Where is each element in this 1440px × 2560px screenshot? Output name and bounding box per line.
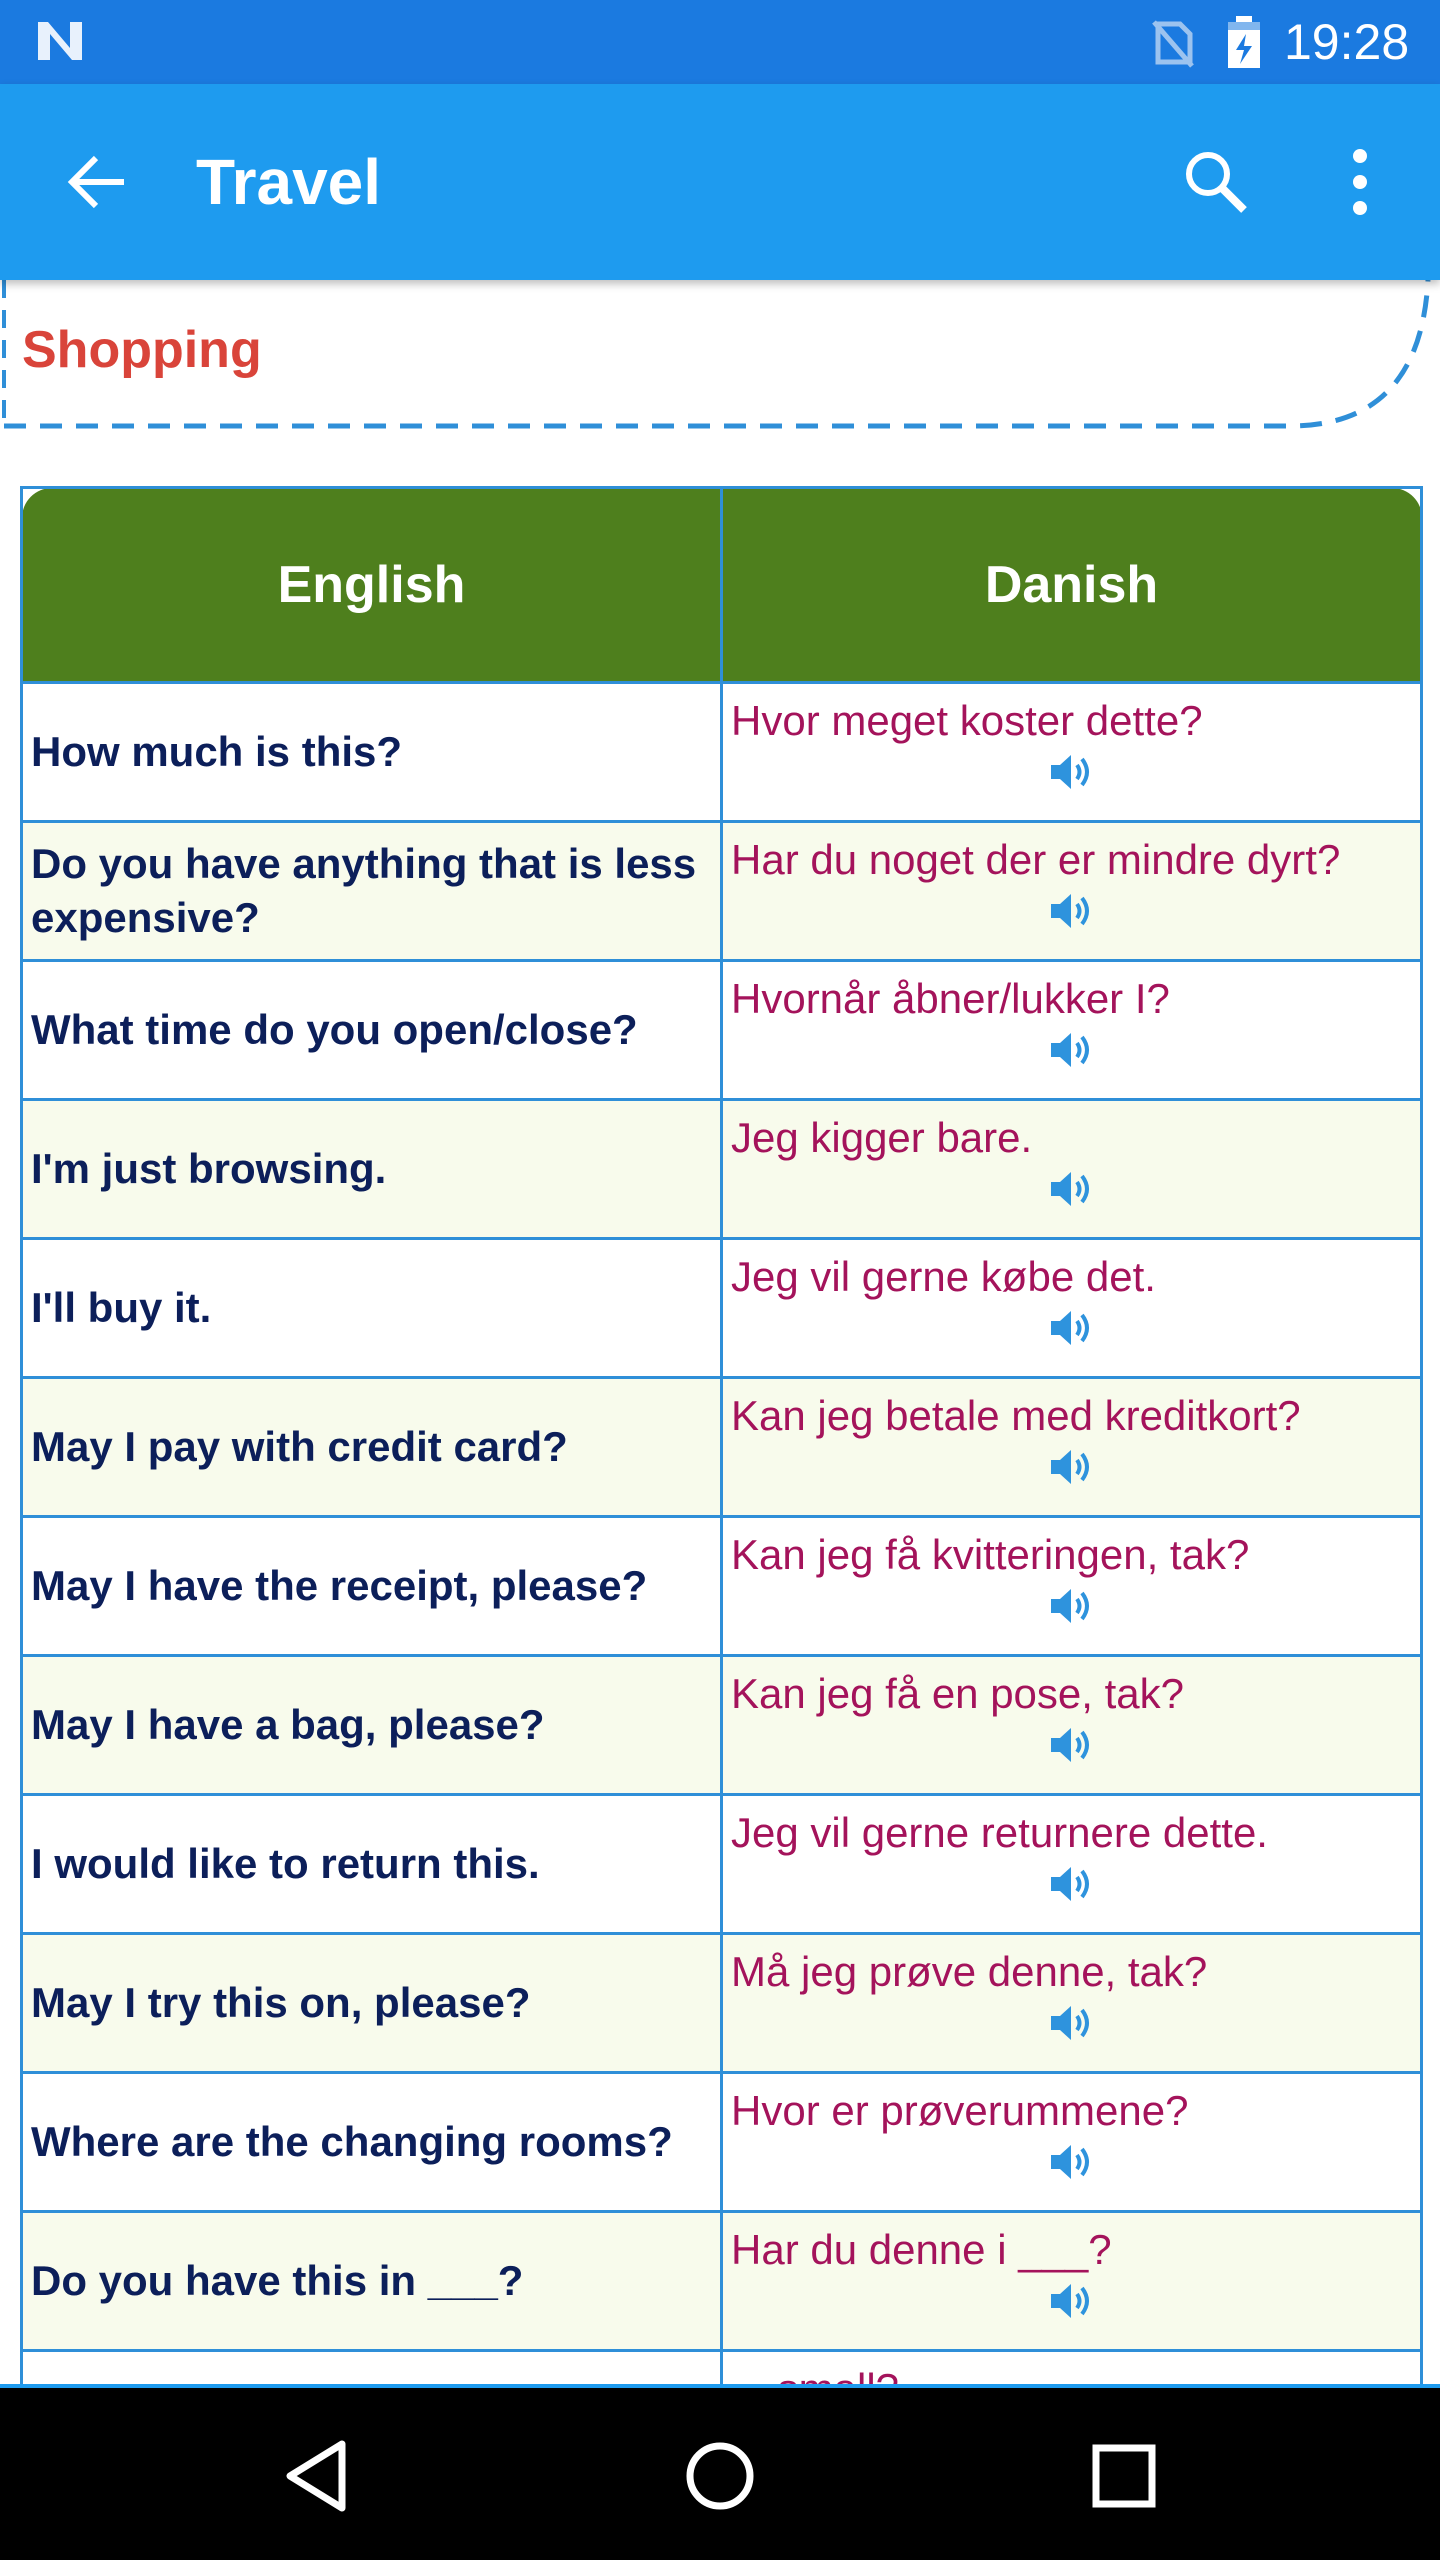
danish-phrase: Kan jeg få en pose, tak? — [731, 1670, 1184, 1717]
section-title: Shopping — [22, 321, 262, 379]
table-row — [22, 1934, 1422, 2073]
english-phrase: Do you have anything that is less expensive? — [31, 840, 697, 941]
danish-phrase: Jeg vil gerne købe det. — [731, 1253, 1156, 1300]
speaker-icon[interactable] — [1049, 1725, 1095, 1765]
phrase-table — [20, 486, 1423, 2491]
search-icon[interactable] — [1180, 146, 1252, 218]
danish-phrase: Kan jeg få kvitteringen, tak? — [731, 1531, 1250, 1578]
header-english: English — [22, 488, 722, 683]
page-title: Travel — [196, 146, 382, 218]
speaker-icon[interactable] — [1049, 891, 1095, 931]
english-phrase: I would like to return this. — [31, 1840, 540, 1887]
danish-phrase: Hvor meget koster dette? — [731, 697, 1203, 744]
app-bar — [0, 84, 1440, 280]
english-phrase: How much is this? — [31, 728, 403, 775]
nav-recents-icon[interactable] — [1084, 2428, 1164, 2524]
table-row — [22, 1656, 1422, 1795]
navigation-bar — [0, 2384, 1440, 2560]
speaker-icon[interactable] — [1049, 1447, 1095, 1487]
nav-back-icon[interactable] — [280, 2428, 360, 2524]
danish-phrase: Har du noget der er mindre dyrt? — [731, 836, 1341, 883]
speaker-icon[interactable] — [1049, 1308, 1095, 1348]
back-arrow-icon[interactable] — [62, 146, 134, 218]
nav-home-icon[interactable] — [680, 2428, 760, 2524]
speaker-icon[interactable] — [1049, 752, 1095, 792]
no-sim-icon — [1150, 18, 1196, 68]
danish-phrase: Hvornår åbner/lukker I? — [731, 975, 1170, 1022]
table-row — [22, 822, 1422, 961]
english-phrase: May I have the receipt, please? — [31, 1562, 648, 1609]
table-row — [22, 1239, 1422, 1378]
danish-phrase: Hvor er prøverummene? — [731, 2087, 1189, 2134]
speaker-icon[interactable] — [1049, 1030, 1095, 1070]
english-phrase: May I try this on, please? — [31, 1979, 531, 2026]
status-bar — [0, 0, 1440, 84]
english-phrase: Where are the changing rooms? — [31, 2118, 673, 2165]
table-header-row — [22, 488, 1422, 683]
speaker-icon[interactable] — [1049, 1586, 1095, 1626]
table-row — [22, 961, 1422, 1100]
table-row — [22, 683, 1422, 822]
battery-charging-icon — [1226, 14, 1262, 70]
speaker-icon[interactable] — [1049, 1864, 1095, 1904]
english-phrase: May I have a bag, please? — [31, 1701, 545, 1748]
danish-phrase: Jeg vil gerne returnere dette. — [731, 1809, 1268, 1856]
speaker-icon[interactable] — [1049, 2281, 1095, 2321]
more-vert-icon[interactable] — [1330, 146, 1390, 218]
english-phrase: Do you have this in ___? — [31, 2257, 524, 2304]
table-row — [22, 1100, 1422, 1239]
n-logo-icon — [34, 18, 86, 64]
table-row — [22, 2212, 1422, 2351]
danish-phrase: Jeg kigger bare. — [731, 1114, 1033, 1161]
section-header — [0, 280, 1440, 440]
table-row — [22, 2073, 1422, 2212]
table-row — [22, 1795, 1422, 1934]
speaker-icon[interactable] — [1049, 2003, 1095, 2043]
speaker-icon[interactable] — [1049, 2142, 1095, 2182]
speaker-icon[interactable] — [1049, 1169, 1095, 1209]
danish-phrase: Må jeg prøve denne, tak? — [731, 1948, 1208, 1995]
table-row — [22, 1517, 1422, 1656]
table-row — [22, 1378, 1422, 1517]
english-phrase: I'm just browsing. — [31, 1145, 387, 1192]
clock: 19:28 — [1284, 14, 1410, 70]
danish-phrase: Kan jeg betale med kreditkort? — [731, 1392, 1301, 1439]
content-area[interactable] — [0, 280, 1440, 2384]
header-danish: Danish — [722, 488, 1422, 683]
english-phrase: What time do you open/close? — [31, 1006, 638, 1053]
danish-phrase: Har du denne i ___? — [731, 2226, 1112, 2273]
english-phrase: I'll buy it. — [31, 1284, 212, 1331]
english-phrase: May I pay with credit card? — [31, 1423, 568, 1470]
